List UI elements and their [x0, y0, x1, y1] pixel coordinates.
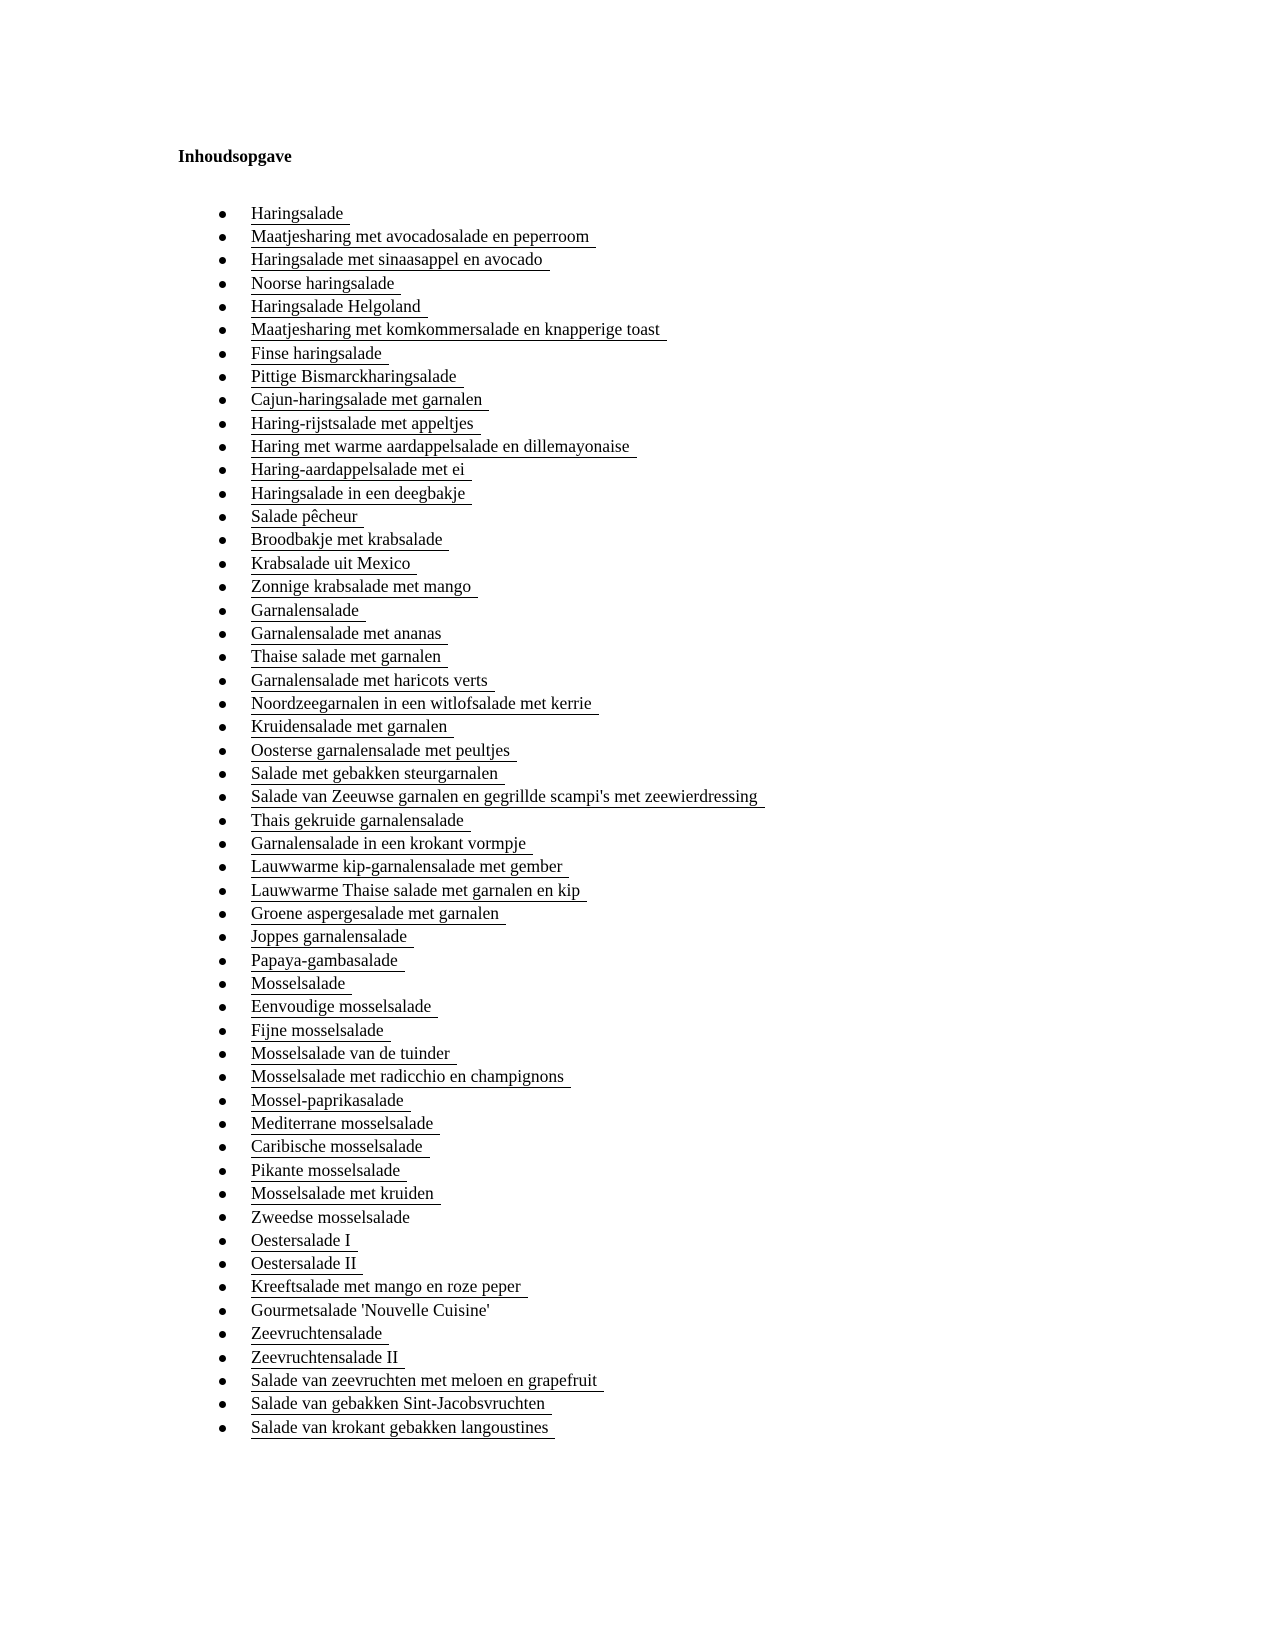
toc-link[interactable]: Pittige Bismarckharingsalade [251, 366, 464, 388]
toc-link[interactable]: Kruidensalade met garnalen [251, 716, 454, 738]
list-item [178, 1182, 1215, 1205]
list-item [178, 1066, 1215, 1089]
list-item [178, 505, 1215, 528]
list-item [178, 972, 1215, 995]
bullet-icon [219, 771, 226, 778]
bullet-icon [219, 304, 226, 311]
list-item [178, 295, 1215, 318]
list-item [178, 365, 1215, 388]
list-item [178, 1042, 1215, 1065]
toc-link[interactable]: Salade van gebakken Sint-Jacobsvruchten [251, 1393, 552, 1415]
toc-link[interactable]: Garnalensalade in een krokant vormpje [251, 833, 533, 855]
list-item [178, 576, 1215, 599]
toc-link[interactable]: Broodbakje met krabsalade [251, 529, 449, 551]
bullet-icon [219, 1051, 226, 1058]
toc-link[interactable]: Haring met warme aardappelsalade en dillemayonaise [251, 436, 637, 458]
list-item [178, 552, 1215, 575]
bullet-icon [219, 584, 226, 591]
toc-link[interactable]: Mosselsalade van de tuinder [251, 1043, 457, 1065]
bullet-icon [219, 374, 226, 381]
list-item [178, 435, 1215, 458]
bullet-icon [219, 888, 226, 895]
list-item [178, 669, 1215, 692]
list-item [178, 1206, 1215, 1229]
list-item [178, 389, 1215, 412]
toc-link[interactable]: Papaya-gambasalade [251, 950, 405, 972]
list-item [178, 225, 1215, 248]
toc-text: Zweedse mosselsalade [251, 1206, 410, 1227]
toc-link[interactable]: Salade met gebakken steurgarnalen [251, 763, 505, 785]
toc-list [178, 202, 1215, 1439]
list-item [178, 459, 1215, 482]
toc-link[interactable]: Maatjesharing met komkommersalade en knapperige toast [251, 319, 667, 341]
bullet-icon [219, 1191, 226, 1198]
list-item [178, 342, 1215, 365]
list-item [178, 1276, 1215, 1299]
bullet-icon [219, 748, 226, 755]
bullet-icon [219, 561, 226, 568]
toc-link[interactable]: Finse haringsalade [251, 343, 389, 365]
bullet-icon [219, 1004, 226, 1011]
bullet-icon [219, 1168, 226, 1175]
list-item [178, 716, 1215, 739]
toc-link[interactable]: Haring-rijstsalade met appeltjes [251, 413, 481, 435]
toc-link[interactable]: Zeevruchtensalade [251, 1323, 389, 1345]
bullet-icon [219, 234, 226, 241]
list-item [178, 482, 1215, 505]
list-item [178, 786, 1215, 809]
bullet-icon [219, 1074, 226, 1081]
list-item [178, 599, 1215, 622]
toc-link[interactable]: Haringsalade in een deegbakje [251, 483, 472, 505]
list-item [178, 1229, 1215, 1252]
bullet-icon [219, 467, 226, 474]
toc-link[interactable]: Kreeftsalade met mango en roze peper [251, 1276, 528, 1298]
list-item [178, 1136, 1215, 1159]
toc-link[interactable]: Mossel-paprikasalade [251, 1090, 411, 1112]
bullet-icon [219, 1331, 226, 1338]
bullet-icon [219, 654, 226, 661]
list-item [178, 739, 1215, 762]
toc-link[interactable]: Salade van zeevruchten met meloen en grapefruit [251, 1370, 604, 1392]
toc-link[interactable]: Eenvoudige mosselsalade [251, 996, 438, 1018]
list-item [178, 1299, 1215, 1322]
bullet-icon [219, 1378, 226, 1385]
list-item [178, 529, 1215, 552]
toc-link[interactable]: Oestersalade II [251, 1253, 363, 1275]
toc-link[interactable]: Lauwwarme kip-garnalensalade met gember [251, 856, 569, 878]
toc-link[interactable]: Krabsalade uit Mexico [251, 553, 417, 575]
toc-link[interactable]: Noorse haringsalade [251, 273, 401, 295]
toc-link[interactable]: Mosselsalade met kruiden [251, 1183, 441, 1205]
list-item [178, 1323, 1215, 1346]
toc-link[interactable]: Zeevruchtensalade II [251, 1347, 405, 1369]
toc-link[interactable]: Zonnige krabsalade met mango [251, 576, 478, 598]
bullet-icon [219, 1261, 226, 1268]
bullet-icon [219, 1098, 226, 1105]
list-item [178, 949, 1215, 972]
list-item [178, 902, 1215, 925]
bullet-icon [219, 841, 226, 848]
bullet-icon [219, 1121, 226, 1128]
list-item [178, 1089, 1215, 1112]
bullet-icon [219, 1238, 226, 1245]
bullet-icon [219, 444, 226, 451]
bullet-icon [219, 631, 226, 638]
bullet-icon [219, 537, 226, 544]
toc-link[interactable]: Thaise salade met garnalen [251, 646, 448, 668]
list-item [178, 319, 1215, 342]
bullet-icon [219, 421, 226, 428]
bullet-icon [219, 958, 226, 965]
list-item [178, 1112, 1215, 1135]
toc-link[interactable]: Salade van Zeeuwse garnalen en gegrillde scampi's met zeewierdressing [251, 786, 765, 808]
toc-link[interactable]: Noordzeegarnalen in een witlofsalade met kerrie [251, 693, 599, 715]
toc-link[interactable]: Thais gekruide garnalensalade [251, 810, 471, 832]
toc-link[interactable]: Haringsalade met sinaasappel en avocado [251, 249, 550, 271]
list-item [178, 1346, 1215, 1369]
bullet-icon [219, 1214, 226, 1221]
toc-link[interactable]: Mosselsalade [251, 973, 352, 995]
toc-link[interactable]: Salade van krokant gebakken langoustines [251, 1417, 555, 1439]
bullet-icon [219, 327, 226, 334]
list-item [178, 692, 1215, 715]
toc-link[interactable]: Mediterrane mosselsalade [251, 1113, 440, 1135]
page-title: Inhoudsopgave [178, 146, 292, 166]
list-item [178, 202, 1215, 225]
toc-link[interactable]: Pikante mosselsalade [251, 1160, 407, 1182]
bullet-icon [219, 1028, 226, 1035]
bullet-icon [219, 794, 226, 801]
toc-link[interactable]: Groene aspergesalade met garnalen [251, 903, 506, 925]
bullet-icon [219, 981, 226, 988]
toc-link[interactable]: Mosselsalade met radicchio en champignons [251, 1066, 571, 1088]
list-item [178, 762, 1215, 785]
list-item [178, 926, 1215, 949]
toc-link[interactable]: Oosterse garnalensalade met peultjes [251, 740, 517, 762]
bullet-icon [219, 211, 226, 218]
toc-link[interactable]: Fijne mosselsalade [251, 1020, 391, 1042]
bullet-icon [219, 934, 226, 941]
toc-link[interactable]: Caribische mosselsalade [251, 1136, 430, 1158]
list-item [178, 622, 1215, 645]
toc-link[interactable]: Garnalensalade met ananas [251, 623, 448, 645]
list-item [178, 832, 1215, 855]
bullet-icon [219, 864, 226, 871]
bullet-icon [219, 818, 226, 825]
bullet-icon [219, 281, 226, 288]
bullet-icon [219, 911, 226, 918]
toc-link[interactable]: Salade pêcheur [251, 506, 364, 528]
toc-link[interactable]: Lauwwarme Thaise salade met garnalen en kip [251, 880, 587, 902]
bullet-icon [219, 724, 226, 731]
bullet-icon [219, 1355, 226, 1362]
bullet-icon [219, 491, 226, 498]
bullet-icon [219, 701, 226, 708]
bullet-icon [219, 1401, 226, 1408]
list-item [178, 249, 1215, 272]
bullet-icon [219, 1308, 226, 1315]
toc-link[interactable]: Garnalensalade [251, 600, 366, 622]
list-item [178, 1019, 1215, 1042]
bullet-icon [219, 1425, 226, 1432]
list-item [178, 1159, 1215, 1182]
toc-link[interactable]: Oestersalade I [251, 1230, 358, 1252]
bullet-icon [219, 678, 226, 685]
list-item [178, 809, 1215, 832]
list-item [178, 879, 1215, 902]
bullet-icon [219, 608, 226, 615]
bullet-icon [219, 1284, 226, 1291]
list-item [178, 1252, 1215, 1275]
list-item [178, 856, 1215, 879]
list-item [178, 646, 1215, 669]
list-item [178, 1416, 1215, 1439]
toc-link[interactable]: Garnalensalade met haricots verts [251, 670, 495, 692]
toc-link[interactable]: Haring-aardappelsalade met ei [251, 459, 472, 481]
list-item [178, 1393, 1215, 1416]
bullet-icon [219, 257, 226, 264]
bullet-icon [219, 351, 226, 358]
list-item [178, 412, 1215, 435]
bullet-icon [219, 1144, 226, 1151]
toc-link[interactable]: Cajun-haringsalade met garnalen [251, 389, 489, 411]
toc-link[interactable]: Joppes garnalensalade [251, 926, 414, 948]
list-item [178, 272, 1215, 295]
toc-link[interactable]: Haringsalade [251, 203, 350, 225]
toc-text: Gourmetsalade 'Nouvelle Cuisine' [251, 1300, 490, 1321]
bullet-icon [219, 514, 226, 521]
toc-link[interactable]: Haringsalade Helgoland [251, 296, 428, 318]
list-item [178, 996, 1215, 1019]
list-item [178, 1369, 1215, 1392]
bullet-icon [219, 397, 226, 404]
toc-link[interactable]: Maatjesharing met avocadosalade en peperroom [251, 226, 596, 248]
